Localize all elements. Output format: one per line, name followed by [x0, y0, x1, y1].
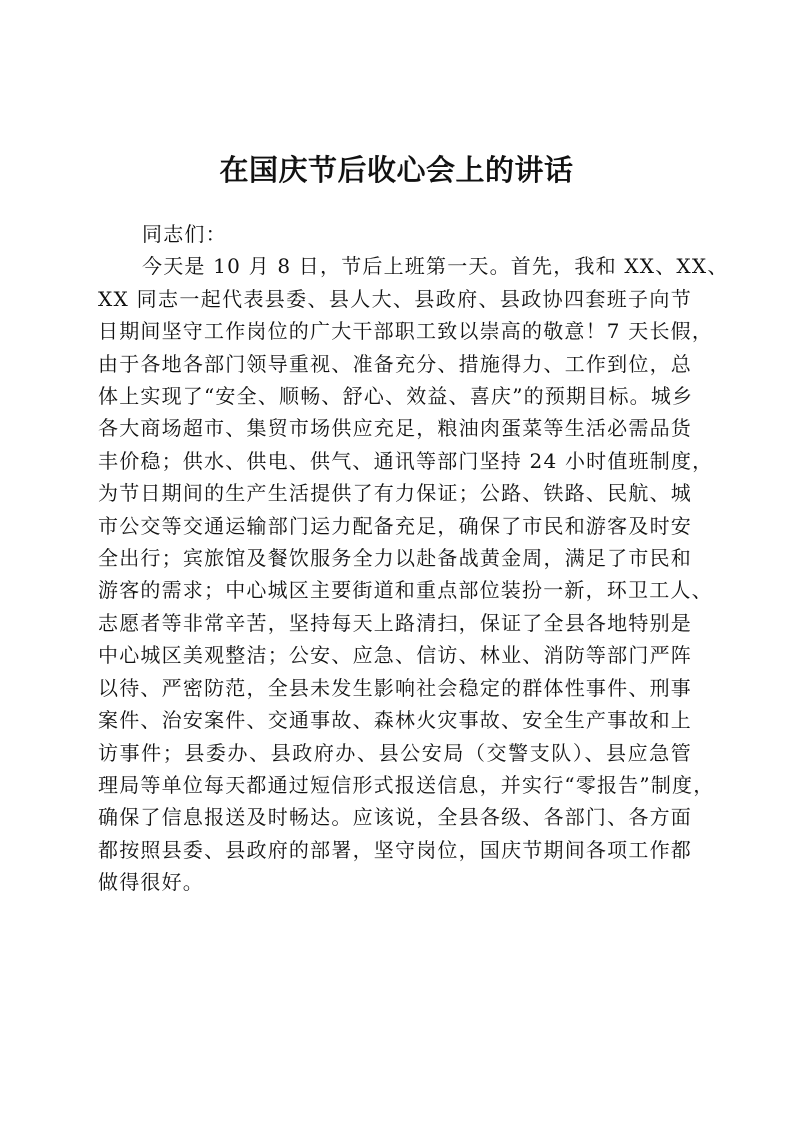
speech-body	[98, 218, 729, 899]
body-line-13: 中心城区美观整洁；公安、应急、信访、林业、消防等部门严阵	[98, 643, 692, 668]
body-line-6: 各大商场超市、集贸市场供应充足，粮油肉蛋菜等生活必需品货	[98, 416, 692, 441]
body-line-9: 市公交等交通运输部门运力配备充足，确保了市民和游客及时安	[98, 513, 692, 538]
speech-title: 在国庆节后收心会上的讲话	[219, 153, 574, 187]
salutation: 同志们：	[142, 222, 227, 246]
body-line-14: 以待、严密防范，全县未发生影响社会稳定的群体性事件、刑事	[98, 675, 692, 700]
body-line-3: 日期间坚守工作岗位的广大干部职工致以崇高的敬意！7 天长假，	[98, 319, 714, 344]
body-line-4: 由于各地各部门领导重视、准备充分、措施得力、工作到位，总	[98, 351, 692, 376]
body-line-8: 为节日期间的生产生活提供了有力保证；公路、铁路、民航、城	[98, 481, 692, 506]
body-line-2: XX 同志一起代表县委、县人大、县政府、县政协四套班子向节	[98, 286, 692, 311]
body-line-19: 都按照县委、县政府的部署，坚守岗位，国庆节期间各项工作都	[98, 837, 692, 862]
body-line-16: 访事件；县委办、县政府办、县公安局（交警支队）、县应急管	[98, 740, 692, 765]
body-line-18: 确保了信息报送及时畅达。应该说，全县各级、各部门、各方面	[98, 805, 692, 830]
body-line-15: 案件、治安案件、交通事故、森林火灾事故、安全生产事故和上	[98, 708, 692, 733]
body-line-5: 体上实现了“安全、顺畅、舒心、效益、喜庆”的预期目标。城乡	[98, 384, 694, 409]
body-line-10: 全出行；宾旅馆及餐饮服务全力以赴备战黄金周，满足了市民和	[98, 546, 692, 571]
body-line-11: 游客的需求；中心城区主要街道和重点部位装扮一新，环卫工人、	[98, 578, 713, 603]
body-line-12: 志愿者等非常辛苦，坚持每天上路清扫，保证了全县各地特别是	[98, 610, 692, 635]
body-line-20: 做得很好。	[98, 870, 204, 895]
body-line-1: 今天是 10 月 8 日，节后上班第一天。首先，我和 XX、XX、	[142, 254, 729, 279]
body-line-17: 理局等单位每天都通过短信形式报送信息，并实行“零报告”制度，	[98, 772, 715, 797]
body-line-7: 丰价稳；供水、供电、供气、通讯等部门坚持 24 小时值班制度，	[98, 448, 714, 473]
